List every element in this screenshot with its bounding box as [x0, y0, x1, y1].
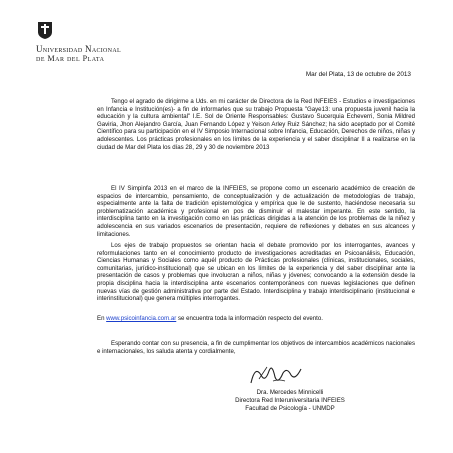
paragraph-work-axes: Los ejes de trabajo propuestos se orientan hacia el debate promovido por los interrogantes, avances y reformulaciones tanto en el conocimiento producto de investigaciones acreditadas en Psicoanálisis, Educación, Ciencias Humanas y Sociales como aquél producto de Prácticas profesionales (clínicas, institucionales, sociales, comunitarias, jurídico-institucional) que se ubican en los límites de la experiencia y del saber disciplinar ante la presentación de casos y problemas que involucran a niños, niñas y jóvenes; convocando a la extensión desde la propia disciplina hacia la interdisciplina ante escenarios contemporáneos con nuevas legislaciones que definen nuevas vías de gestión administrativa por parte del Estado. Interdisciplina y trabajo interdisciplinario (institucional e interinstitucional) que genera múltiples interrogantes. — [97, 242, 415, 303]
signer-faculty: Facultad de Psicología - UNMDP — [245, 405, 335, 412]
paragraph-acceptance: Tengo el agrado de dirigirme a Uds. en mi carácter de Directora de la Red INFEIES - Estudios e investigaciones en Infancia e Institución(es)- a fin de informarles que su trabajo Propuesta "Gaye13: una propuesta juvenil hacia la educación y la cultura ambiental" I.E. Sol de Oriente Responsables: Gustavo Sucerquia Echeverri, Sonia Mildred Gaviria, Jhon Alejandro García, Juan Fernando López y Yeison Arley Ruiz Sánchez; ha sido aceptado por el Comité Científico para su participación en el IV Simposio Internacional sobre Infancia, Educación, Derechos de niños, niñas y adolescentes. Los prácticas profesionales en los límites de la experiencia y el saber disciplinar II a realizarse en la ciudad de Mar del Plata los días 28, 29 y 30 de noviembre 2013 — [97, 98, 415, 151]
website-prefix: En — [97, 315, 107, 322]
paragraph-website — [97, 315, 415, 323]
signer-role: Directora Red Interuniversitaria INFEIES — [235, 397, 345, 404]
paragraph-symposium: El IV Simpinfa 2013 en el marco de la INFEIES, se propone como un escenario académico de creación de espacios de intercambio, pensamiento, de conceptualización y de actualización de metodologías de trabajo, especialmente ante la falta de tradición epistemológica y empírica que le de sustento, haciéndose necesaria su problematización académica y profesional en pos de disminuir el malestar imperante. En este sentido, la interdisciplina tanto en la investigación como en las prácticas dirigidas a la atención de los problemas de la niñez y adolescencia en sus variados escenarios de presentación, requiere de reflexiones y debates en sus alcances y limitaciones. — [97, 185, 415, 238]
university-name-line1: Universidad Nacional — [36, 44, 121, 54]
paragraph-closing: Esperando contar con su presencia, a fin de cumplimentar los objetivos de intercambios académicos nacionales e internacionales, los saluda atenta y cordialmente, — [97, 340, 415, 355]
signature-block — [220, 389, 360, 413]
website-link[interactable]: www.psicoinfancia.com.ar — [106, 315, 177, 322]
unmdp-logo-icon — [37, 20, 53, 40]
university-name-line2: de Mar del Plata — [36, 54, 105, 63]
letterhead — [36, 20, 196, 63]
website-suffix: se encuentra toda la información respecto del evento. — [176, 315, 323, 322]
letter-date: Mar del Plata, 13 de octubre de 2013 — [305, 71, 411, 78]
handwritten-signature — [245, 361, 305, 389]
signer-name: Dra. Mercedes Minnicelli — [256, 389, 324, 396]
